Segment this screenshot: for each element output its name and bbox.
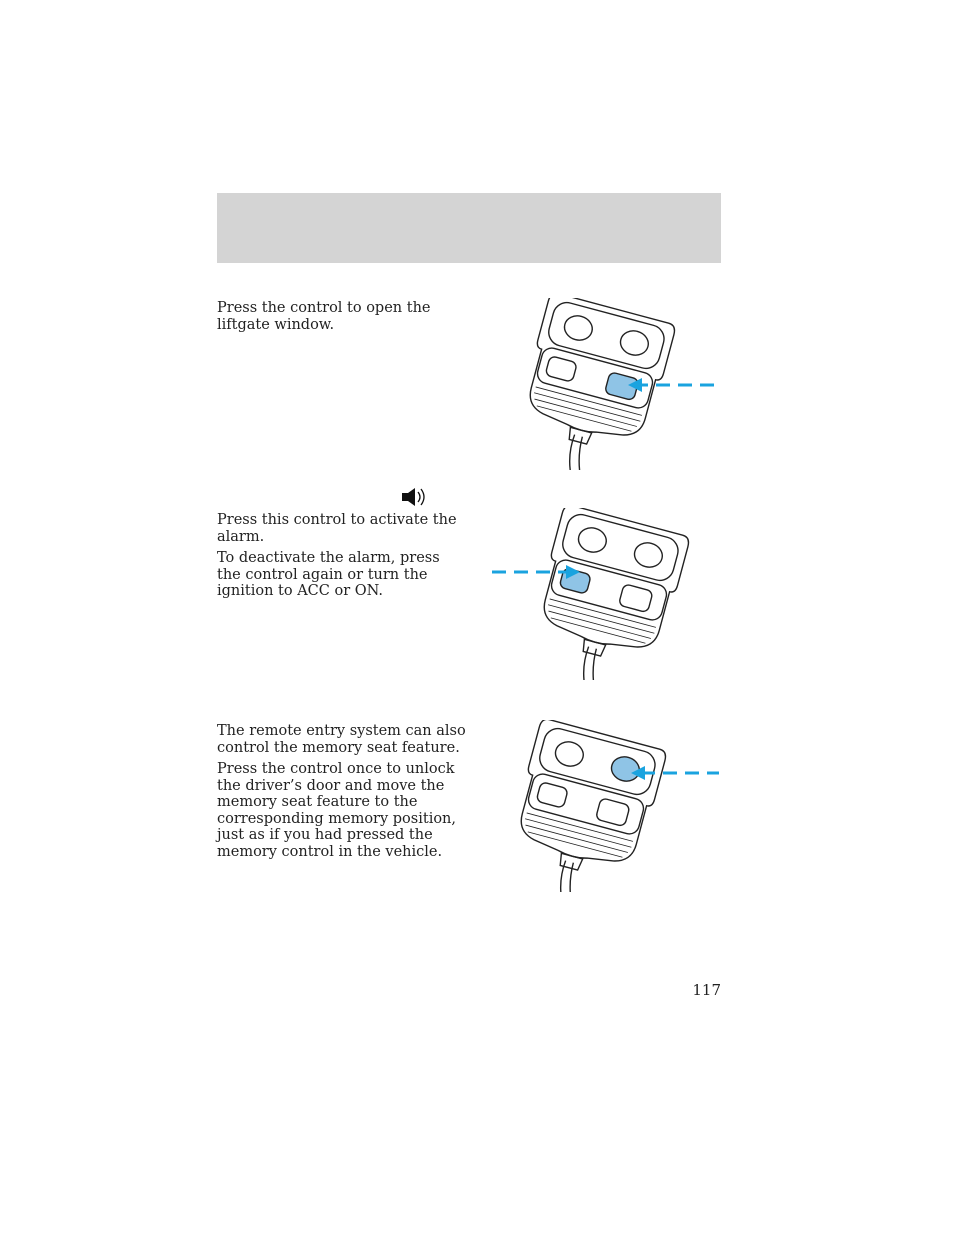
memory-seat-instruction: Press the control once to unlock the driver’s door and move the memory seat feature to the corresponding memory position, just as if you had pressed the memory control in the vehicle. <box>217 761 457 860</box>
page-number: 117 <box>692 981 721 999</box>
liftgate-instruction: Press the control to open the liftgate window. <box>217 300 431 333</box>
keyfob-unlock-diagram <box>505 720 720 892</box>
keyfob-liftgate-diagram <box>520 298 725 470</box>
keyfob-alarm-diagram <box>488 508 693 680</box>
alarm-deactivate-text: To deactivate the alarm, press the control again or turn the ignition to ACC or ON. <box>217 550 440 599</box>
header-band <box>217 193 721 263</box>
speaker-icon <box>400 486 428 508</box>
memory-seat-intro: The remote entry system can also control the memory seat feature. <box>217 723 466 756</box>
alarm-activate-text: Press this control to activate the alarm. <box>217 512 457 545</box>
